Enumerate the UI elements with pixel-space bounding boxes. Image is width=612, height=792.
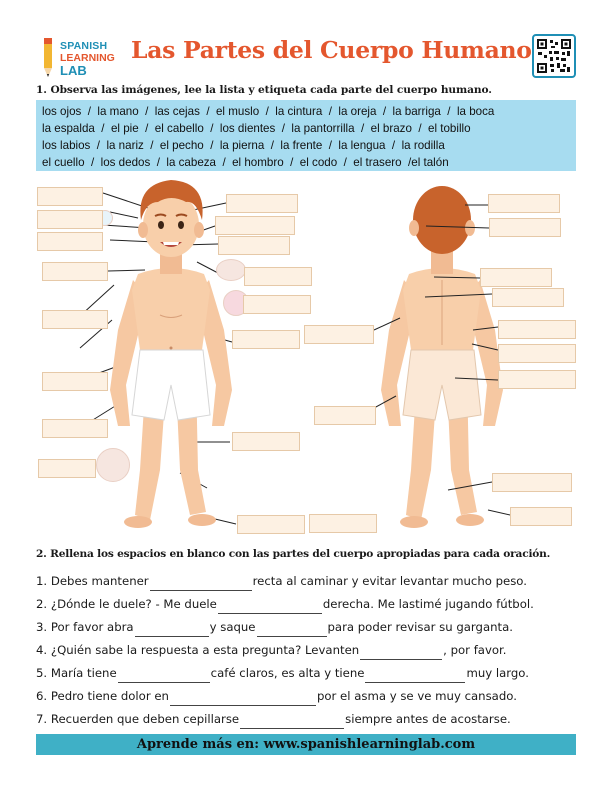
label-box[interactable] [243,295,311,314]
sentence-text: café claros, es alta y tiene [210,666,365,680]
qr-code-icon[interactable] [532,34,576,78]
answer-blank[interactable] [135,623,209,637]
label-box[interactable] [37,232,103,251]
label-box[interactable] [498,320,576,339]
pencil-icon [40,38,56,78]
label-box[interactable] [218,236,290,255]
label-box[interactable] [232,432,300,451]
word-bank-row: el cuello / los dedos / la cabeza / el hombro / el codo / el trasero /el talón [42,156,449,169]
sentence-text: muy largo. [466,666,529,680]
sentence-text: , por favor. [443,643,507,657]
page-title: Las Partes del Cuerpo Humano [131,36,532,64]
label-box[interactable] [492,473,572,492]
sentence-text: 7. Recuerden que deben cepillarse [36,712,240,726]
label-box[interactable] [309,514,377,533]
logo-word-spanish: SPANISH [60,40,108,52]
label-box[interactable] [42,419,108,438]
sentence-text: 1. Debes mantener [36,574,149,588]
sentence-text: y saque [209,620,256,634]
label-box[interactable] [244,267,312,286]
label-box[interactable] [304,325,374,344]
sentence-text: 2. ¿Dónde le duele? - Me duele [36,597,217,611]
label-box[interactable] [226,194,298,213]
sentence-text: derecha. Me lastimé jugando fútbol. [322,597,534,611]
section2-instructions: 2. Rellena los espacios en blanco con las partes del cuerpo apropiadas para cada oración. [36,548,551,560]
label-box[interactable] [510,507,572,526]
sentence-text: 4. ¿Quién sabe la respuesta a esta pregunta? Levanten [36,643,360,657]
label-box[interactable] [232,330,300,349]
label-box[interactable] [480,268,552,287]
spanish-learning-lab-logo [36,36,128,80]
word-bank-row: la espalda / el pie / el cabello / los dientes / la pantorrilla / el brazo / el tobillo [42,122,471,135]
word-bank [36,100,576,171]
sentence-7 [36,706,581,729]
body-diagram [0,170,612,540]
lips-closeup-icon [216,259,246,281]
label-box[interactable] [489,218,561,237]
answer-blank[interactable] [170,692,316,706]
answer-blank[interactable] [365,669,465,683]
ankle-closeup-icon [96,448,130,482]
fill-in-sentences [36,568,581,729]
answer-blank[interactable] [240,715,344,729]
sentence-1 [36,568,581,591]
answer-blank[interactable] [218,600,322,614]
label-box[interactable] [42,372,108,391]
answer-blank[interactable] [118,669,210,683]
label-box[interactable] [215,216,295,235]
label-box[interactable] [42,262,108,281]
logo-word-learning: LEARNING [60,52,115,64]
answer-blank[interactable] [150,577,252,591]
label-box[interactable] [38,459,96,478]
sentence-6 [36,683,581,706]
sentence-text: por el asma y se ve muy cansado. [316,689,517,703]
answer-blank[interactable] [257,623,327,637]
label-box[interactable] [488,194,560,213]
label-box[interactable] [37,210,103,229]
sentence-text: 3. Por favor abra [36,620,134,634]
word-bank-row: los ojos / la mano / las cejas / el muslo / la cintura / la oreja / la barriga / la boca [42,105,495,118]
sentence-2 [36,591,581,614]
logo-word-lab: LAB [60,63,87,78]
label-box[interactable] [492,288,564,307]
sentence-5 [36,660,581,683]
sentence-text: para poder revisar su garganta. [327,620,513,634]
word-bank-row: los labios / la nariz / el pecho / la pierna / la frente / la lengua / la rodilla [42,139,445,152]
sentence-3 [36,614,581,637]
label-box[interactable] [37,187,103,206]
sentence-text: siempre antes de acostarse. [345,712,511,726]
footer-website-banner[interactable]: Aprende más en: www.spanishlearninglab.com [36,734,576,755]
instructions-part1: 1. Observa las imágenes, lee la lista y etiqueta cada parte del cuerpo humano. [36,84,492,96]
label-box[interactable] [314,406,376,425]
sentence-text: recta al caminar y evitar levantar mucho peso. [252,574,527,588]
sentence-text: 6. Pedro tiene dolor en [36,689,169,703]
sentence-text: 5. María tiene [36,666,117,680]
label-box[interactable] [237,515,305,534]
label-box[interactable] [42,310,108,329]
answer-blank[interactable] [360,646,442,660]
label-box[interactable] [498,344,576,363]
label-box[interactable] [498,370,576,389]
sentence-4 [36,637,581,660]
